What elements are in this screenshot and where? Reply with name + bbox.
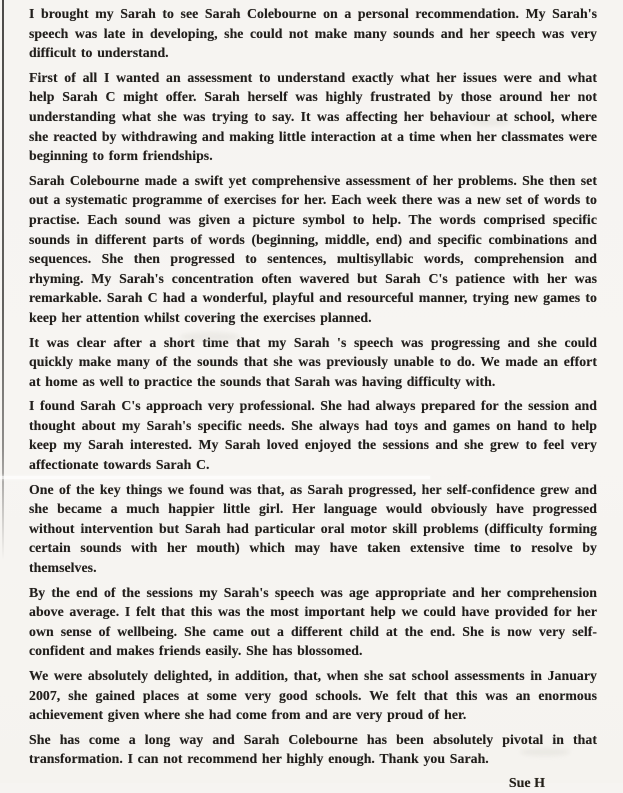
letter-paragraph-intro: I brought my Sarah to see Sarah Colebourne on a personal recommendation. My Sarah's speech was late in developing, she could not make many sounds and her speech was very difficult to understand.: [29, 6, 597, 61]
scan-streak-artifact: [0, 476, 430, 479]
letter-paragraph-progress: It was clear after a short time that my Sarah 's speech was progressing and she could quickly make many of the sounds that she was previously unable to do. We made an effort at home as well to practice the sounds that Sarah was having difficulty with.: [29, 334, 597, 389]
letter-paragraph-assessment-need: First of all I wanted an assessment to understand exactly what her issues were and what help Sarah C might offer. Sarah herself was highly frustrated by those around her not understanding what she was trying to say. It was affecting her behaviour at school, where she reacted by withdrawing and making little interaction at a time when her classmates were beginning to form friendships.: [29, 69, 597, 164]
scan-edge-artifact: [2, 0, 4, 560]
letter-paragraph-school-assessments: We were absolutely delighted, in addition, that, when she sat school assessments in January 2007, she gained places at some very good schools. We felt that this was an enormous achievement given where she had come from and are very proud of her.: [29, 668, 597, 723]
signature: Sue H: [508, 775, 545, 791]
letter-paragraph-professional: I found Sarah C's approach very professional. She had always prepared for the session and thought about my Sarah's specific needs. She always had toys and games on hand to help keep my Sarah interested. My Sarah loved enjoyed the sessions and she grew to feel very affectionate towards Sarah C.: [29, 398, 597, 473]
letter-paragraph-outcome: By the end of the sessions my Sarah's speech was age appropriate and her comprehension above average. I felt that this was the most important help we could have provided for her own sense of wellbeing. She came out a different child at the end. She is now very self-confident and makes friends easily. She has blossomed.: [29, 584, 597, 659]
letter-paragraph-closing: She has come a long way and Sarah Colebourne has been absolutely pivotal in that transformation. I can not recommend her highly enough. Thank you Sarah.: [29, 731, 597, 767]
letter-paragraph-programme: Sarah Colebourne made a swift yet comprehensive assessment of her problems. She then set out a systematic programme of exercises for her. Each week there was a new set of words to practise. Each sound was given a picture symbol to help. The words comprised specific sounds in different parts of words (beginning, middle, end) and specific combinations and sequences. She then progressed to sentences, multisyllabic words, comprehension and rhyming. My Sarah's concentration often wavered but Sarah C's patience with her was remarkable. Sarah C had a wonderful, playful and resourceful manner, trying new games to keep her attention whilst covering the exercises planned.: [29, 172, 597, 325]
letter-paragraph-confidence: One of the key things we found was that, as Sarah progressed, her self-confidence grew and she became a much happier little girl. Her language would obviously have progressed without intervention but Sarah had particular oral motor skill problems (difficulty forming certain sounds with her mouth) which may have taken extensive time to resolve by themselves.: [29, 481, 597, 576]
